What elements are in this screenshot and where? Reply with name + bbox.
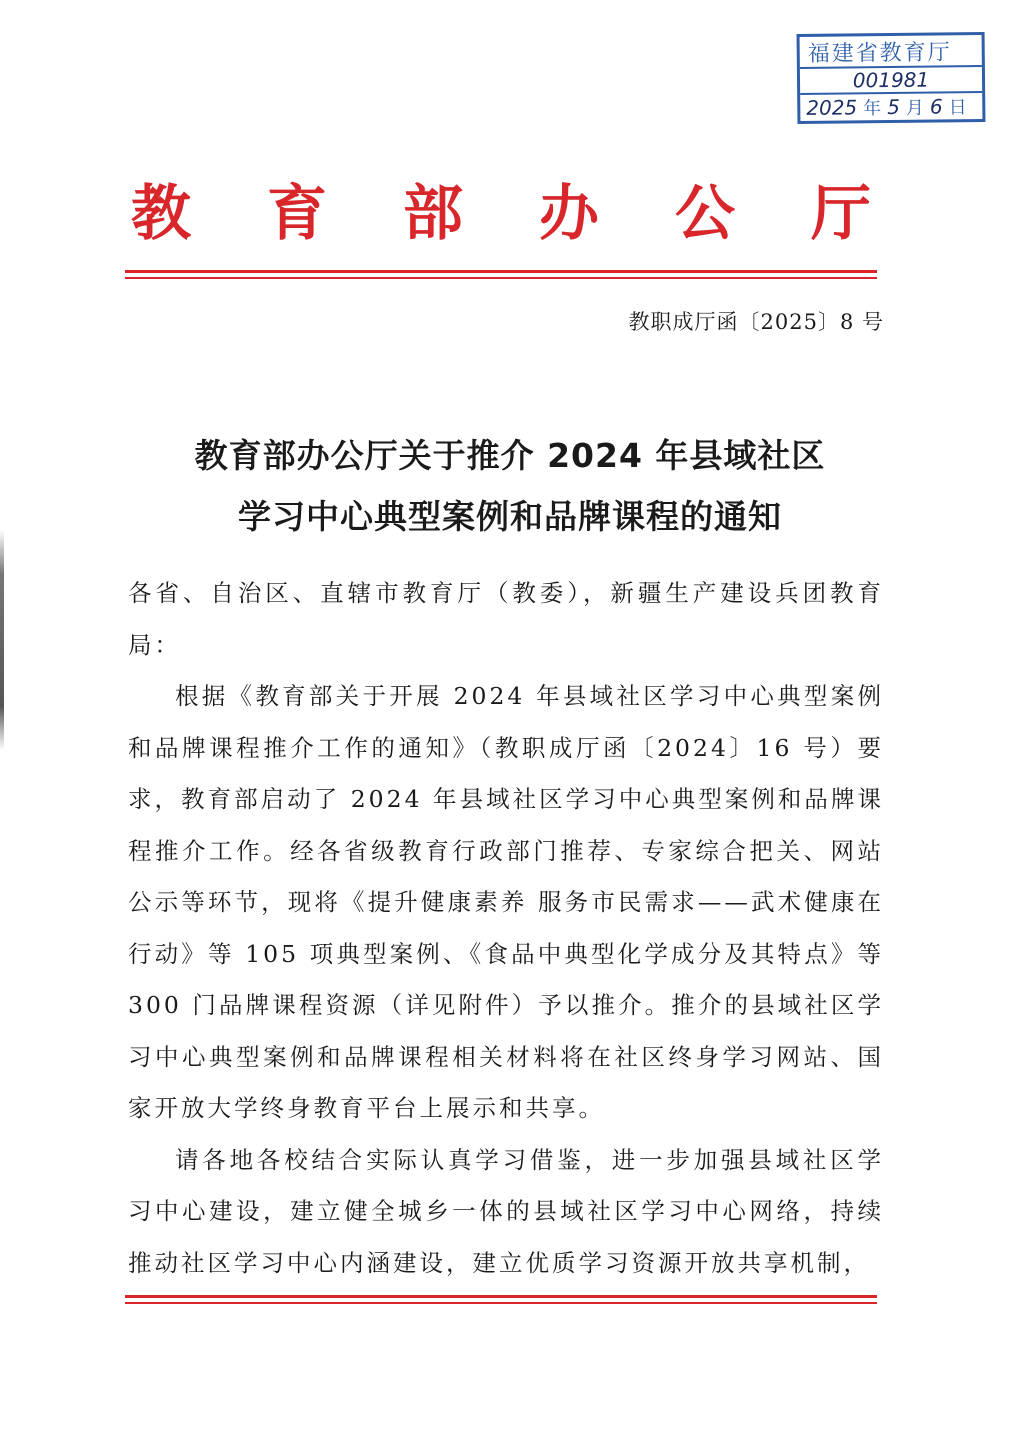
header-red-rule-thin (125, 277, 877, 279)
stamp-date-month: 5 (887, 94, 901, 120)
masthead-char: 公 (675, 179, 735, 249)
stamp-day-label: 日 (948, 97, 967, 119)
stamp-org: 福建省教育厅 (807, 39, 952, 67)
stamp-date-year: 2025 (806, 95, 858, 120)
stamp-month-label: 月 (905, 97, 925, 119)
masthead-char: 育 (267, 179, 327, 249)
document-body (128, 568, 884, 1289)
footer-red-rule (125, 1295, 877, 1298)
document-title (100, 425, 920, 547)
stamp-date-day: 6 (929, 94, 943, 119)
stamp-org-row (800, 35, 982, 69)
body-paragraph-2: 请各地各校结合实际认真学习借鉴，进一步加强县域社区学习中心建设，建立健全城乡一体的县域社区学习中心网络，持续推动社区学习中心内涵建设，建立优质学习资源开放共享机制， (128, 1145, 884, 1277)
salutation: 各省、自治区、直辖市教育厅（教委），新疆生产建设兵团教育局： (128, 579, 884, 659)
title-line-1: 教育部办公厅关于推介 2024 年县域社区 (194, 436, 826, 475)
receipt-stamp (797, 32, 986, 124)
scan-edge (0, 530, 4, 750)
title-line-2: 学习中心典型案例和品牌课程的通知 (238, 497, 782, 536)
stamp-number-row (800, 67, 982, 95)
masthead-char: 部 (403, 179, 463, 249)
masthead-char: 教 (131, 179, 191, 249)
header-red-rule (125, 270, 877, 273)
stamp-date-row (800, 93, 982, 121)
document-number: 教职成厅函〔2025〕8 号 (628, 310, 884, 334)
masthead (125, 178, 877, 250)
masthead-char: 厅 (811, 179, 871, 249)
masthead-char: 办 (539, 179, 599, 249)
stamp-year-label: 年 (863, 98, 882, 120)
body-paragraph-1: 根据《教育部关于开展 2024 年县域社区学习中心典型案例和品牌课程推介工作的通知》（教职成厅函〔2024〕16 号）要求，教育部启动了 2024 年县域社区学习中心典型案例和品牌课程推介工作。经各省级教育行政部门推荐、专家综合把关、网站公示等环节，现将《提升健康素养 服务市民需求——武术健康在行动》等 105 项典型案例、《食品中典型化学成分及其特点》等 300 门品牌课程资源（详见附件）予以推介。推介的县域社区学习中心典型案例和品牌课程相关材料将在社区终身学习网站、国家开放大学终身教育平台上展示和共享。 (128, 682, 884, 1122)
footer-red-rule-thin (125, 1302, 877, 1304)
stamp-number: 001981 (852, 67, 930, 93)
